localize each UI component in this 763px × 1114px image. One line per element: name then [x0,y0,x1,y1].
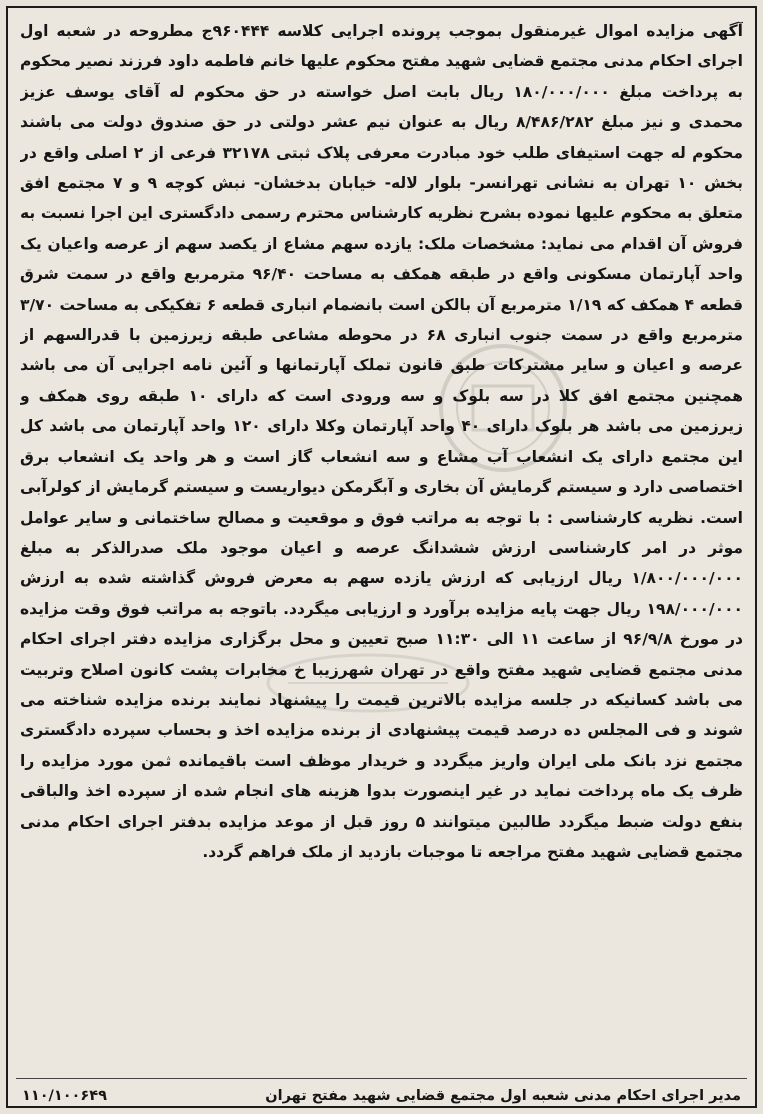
notice-footer [22,1084,741,1108]
notice-text: آگهی مزایده اموال غیرمنقول بموجب پرونده اجرایی کلاسه ۹۶۰۴۴۴ج مطروحه در شعبه اول اجرای احکام مدنی مجتمع قضایی شهید مفتح محکوم علیها خانم فاطمه داود فرزند نصیر محکوم به پرداخت مبلغ ۱۸۰/۰۰۰/۰۰۰ ریال بابت اصل خواسته در حق محکوم له آقای یوسف عزیز محمدی و نیز مبلغ ۸/۴۸۶/۲۸۲ ریال به عنوان نیم عشر دولتی در حق صندوق دولت می باشند محکوم له جهت استیفای طلب خود مبادرت معرفی پلاک ثبتی ۳۲۱۷۸ فرعی از ۲ اصلی واقع در بخش ۱۰ تهران به نشانی تهرانسر- بلوار لاله- خیابان بدخشان- نبش کوچه ۹ و ۷ مجتمع افق متعلق به محکوم علیها نموده بشرح نظریه کارشناس محترم رسمی دادگستری این اجرا نسبت به فروش آن اقدام می نماید: مشخصات ملک: یازده سهم مشاع از یکصد سهم از عرصه واعیان یک واحد آپارتمان مسکونی واقع در طبقه همکف به مساحت ۹۶/۴۰ مترمربع واقع در سمت شرق قطعه ۴ همکف که ۱/۱۹ مترمربع آن بالکن است بانضمام انباری قطعه ۶ تفکیکی به مساحت ۳/۷۰ مترمربع واقع در سمت جنوب انباری ۶۸ در محوطه مشاعی طبقه زیرزمین با قدرالسهم از عرصه و اعیان و سایر مشترکات طبق قانون تملک آپارتمانها و آئین نامه اجرایی آن می باشد همچنین مجتمع افق کلا در سه بلوک و سه ورودی است که دارای ۱۰ طبقه روی همکف و زیرزمین می باشد هر بلوک دارای ۴۰ واحد آپارتمان وکلا دارای ۱۲۰ واحد آپارتمان می باشد کل این مجتمع دارای یک انشعاب آب مشاع و سه انشعاب گاز است و هر واحد یک انشعاب برق اختصاصی دارد و سیستم گرمایش آن بخاری و آبگرمکن دیواریست و سیستم گرمایش از کولرآبی است. نظریه کارشناسی : با توجه به مراتب فوق و موقعیت و مصالح ساختمانی و سایر عوامل موثر در امر کارشناسی ارزش ششدانگ عرصه و اعیان موجود ملک صدرالذکر به مبلغ ۱/۸۰۰/۰۰۰/۰۰۰ ریال ارزیابی که ارزش یازده سهم به معرض فروش گذاشته شده به ارزش ۱۹۸/۰۰۰/۰۰۰ ریال جهت پایه مزایده برآورد و ارزیابی میگردد. باتوجه به مراتب فوق وقت مزایده در مورخ ۹۶/۹/۸ از ساعت ۱۱ الی ۱۱:۳۰ صبح تعیین و محل برگزاری مزایده دفتر اجرای احکام مدنی مجتمع قضایی شهید مفتح واقع در تهران شهرزیبا خ مخابرات پشت کانون اصلاح وتربیت می باشد کسانیکه در جلسه مزایده بالاترین قیمت را پیشنهاد نمایند برنده مزایده شناخته می شوند و فی المجلس ده درصد قیمت پیشنهادی از برنده مزایده اخذ و بحساب سپرده دادگستری مجتمع نزد بانک ملی ایران واریز میگردد و خریدار موظف است باقیمانده ثمن مورد مزایده را ظرف یک ماه پرداخت نماید در غیر اینصورت بدوا هزینه های انجام شده از سپرده اخذ والباقی بنفع دولت ضبط میگردد طالبین میتوانند ۵ روز قبل از موعد مزایده بدفتر اجرای احکام مدنی مجتمع قضایی شهید مفتح مراجعه تا موجبات بازدید از ملک فراهم گردد. [20,22,743,861]
notice-code: ۱۱۰/۱۰۰۶۴۹ [22,1088,107,1104]
auction-notice-body [20,16,743,1056]
signature-line: مدیر اجرای احکام مدنی شعبه اول مجتمع قضایی شهید مفتح تهران [265,1088,741,1104]
notice-frame [6,6,757,1108]
footer-divider [16,1078,747,1079]
